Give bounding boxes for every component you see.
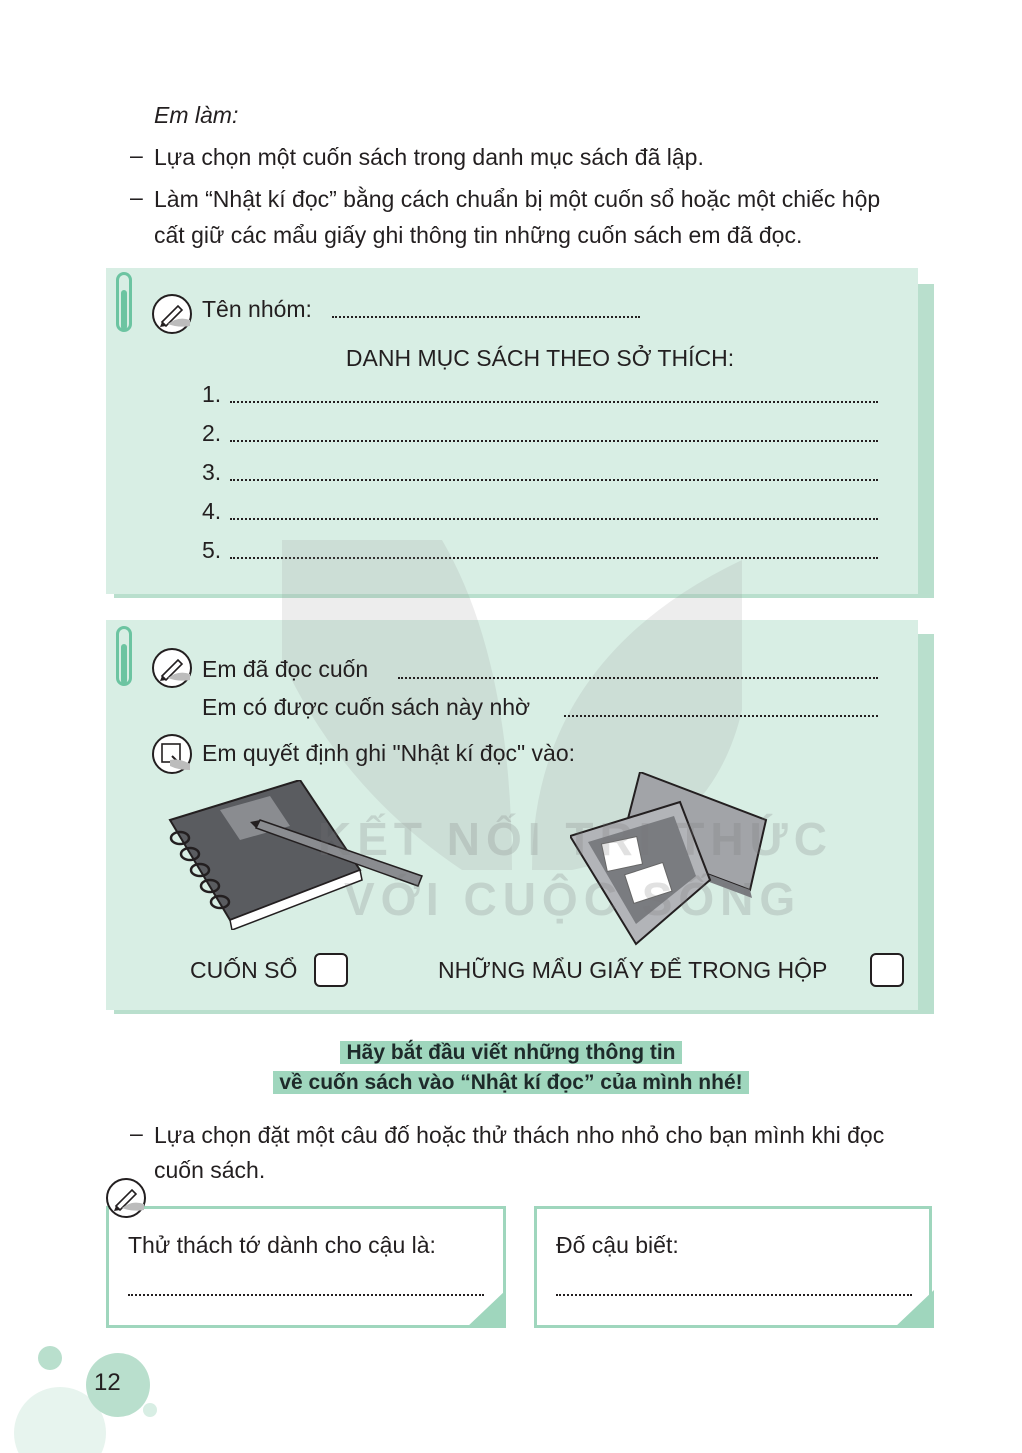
paperclip-inner (121, 644, 127, 684)
banner-line-2 (0, 1068, 1022, 1098)
card-fold-corner (466, 1290, 508, 1330)
list-number: 1. (202, 381, 222, 407)
pencil-icon (152, 294, 192, 334)
list-number: 3. (202, 459, 222, 485)
challenge-item: Lựa chọn đặt một câu đố hoặc thử thách nho nhỏ cho bạn mình khi đọc (154, 1122, 885, 1148)
banner-line-2-text: về cuốn sách vào “Nhật kí đọc” của mình nhé! (273, 1071, 748, 1094)
watermark-line-2: VỚI CUỘC SỐNG (344, 873, 802, 925)
book-read-field[interactable] (398, 677, 878, 679)
option-notebook-label: CUỐN SỔ (190, 957, 298, 983)
book-read-label: Em đã đọc cuốn (202, 656, 369, 682)
pencil-icon (152, 648, 192, 688)
list-number: 5. (202, 537, 222, 563)
page-number: 12 (94, 1369, 121, 1396)
page-corner-bubbles-icon (0, 1330, 180, 1453)
bullet-dash: – (130, 184, 143, 210)
intro-item-2-cont: cất giữ các mẩu giấy ghi thông tin những cuốn sách em đã đọc. (154, 222, 803, 248)
list-number: 2. (202, 420, 222, 446)
book-source-label: Em có được cuốn sách này nhờ (202, 694, 531, 720)
list-field-1[interactable] (230, 401, 878, 403)
challenge-card-right (534, 1206, 932, 1328)
group-name-label: Tên nhóm: (202, 296, 312, 322)
bullet-dash: – (130, 1120, 143, 1146)
intro-item-1: Lựa chọn một cuốn sách trong danh mục sách đã lập. (154, 144, 704, 170)
challenge-card-left (106, 1206, 506, 1328)
checkbox-pencil-icon (152, 734, 192, 774)
challenge-card-right-field[interactable] (556, 1294, 912, 1296)
decision-label: Em quyết định ghi "Nhật kí đọc" vào: (202, 740, 576, 766)
group-name-field[interactable] (332, 316, 640, 318)
watermark-line-1: KẾT NỐI TRI THỨC (318, 813, 833, 865)
challenge-card-left-field[interactable] (128, 1294, 484, 1296)
list-number: 4. (202, 498, 222, 524)
challenge-card-right-label: Đố cậu biết: (556, 1232, 679, 1258)
banner-line-1 (0, 1038, 1022, 1068)
list-title: DANH MỤC SÁCH THEO SỞ THÍCH: (345, 345, 735, 371)
option-notebook-checkbox[interactable] (314, 953, 348, 987)
paperclip-inner (121, 290, 127, 330)
list-field-4[interactable] (230, 518, 878, 520)
bullet-dash: – (130, 142, 143, 168)
challenge-item-cont: cuốn sách. (154, 1157, 266, 1183)
intro-item-2: Làm “Nhật kí đọc” bằng cách chuẩn bị một cuốn sổ hoặc một chiếc hộp (154, 186, 881, 212)
book-source-field[interactable] (564, 715, 878, 717)
option-box-checkbox[interactable] (870, 953, 904, 987)
banner-line-1-text: Hãy bắt đầu viết những thông tin (340, 1041, 681, 1064)
card-fold-corner (894, 1290, 936, 1330)
pencil-icon (106, 1178, 146, 1218)
option-box-label: NHỮNG MẨU GIẤY ĐỂ TRONG HỘP (438, 957, 828, 983)
intro-lead: Em làm: (154, 102, 239, 128)
list-field-3[interactable] (230, 479, 878, 481)
challenge-card-left-label: Thử thách tớ dành cho cậu là: (128, 1232, 436, 1258)
list-field-2[interactable] (230, 440, 878, 442)
